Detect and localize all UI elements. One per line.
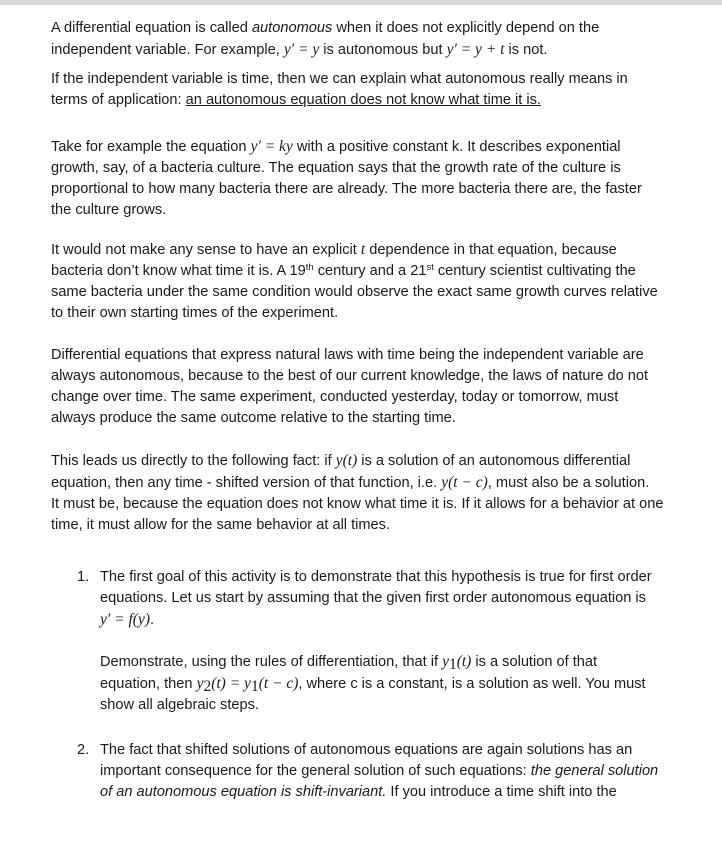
paragraph-bacteria-time: It would not make any sense to have an explicit t dependence in that equation, because bacteria don’t know what time it is. A 19th century and a 21st century scientist cultivating the same bacteria under the same condition would observe the exact same growth curves relative to their own starting times of the experiment. <box>51 241 658 321</box>
list-item-text: The first goal of this activity is to demonstrate that this hypothesis is true for first order equations. Let us start by assuming that the given first order autonomous equation is y′ = f(y). <box>100 569 652 628</box>
list-item-1-instructions: Demonstrate, using the rules of differentiation, that if $y_1(t)$ is a solution of that equation, then $y_2(t) = y_1(t - c)$, where c is a constant, is a solution as well. You must show all algebraic steps. <box>100 653 646 713</box>
list-number: 2. <box>77 742 90 758</box>
underlined-key-statement: an autonomous equation does not know what time it is. <box>185 92 541 108</box>
paragraph-natural-laws: Differential equations that express natural laws with time being the independent variable are always autonomous, because to the best of our current knowledge, the laws of nature do not change over time. The same experiment, conducted yesterday, today or tomorrow, must always produce the same outcome relative to the starting time. <box>51 347 649 426</box>
paragraph-autonomous-definition: A differential equation is called autonomous when it does not explicitly depend on the independent variable. For example, y′ = y is autonomous but y′ = y + t is not. <box>51 20 600 58</box>
list-number: 1. <box>77 569 90 585</box>
paragraph-shifted-solution-fact: This leads us directly to the following fact: if y(t) is a solution of an autonomous differential equation, then any time - shifted version of that function, i.e. y(t − c), must also be a solution. It must be, because the equation does not know what time it is. If it allows for a behavior at one time, it must allow for the same behavior at all times. <box>51 452 664 533</box>
emphasis-general-solution: the general solution <box>530 763 659 779</box>
emphasis-shift-invariant: of an autonomous equation is shift-invariant. <box>100 784 387 800</box>
math-first-order-equation: y′ = f(y) <box>100 611 150 628</box>
math-solution-y-t: y(t) <box>335 452 358 469</box>
list-item-text: The fact that shifted solutions of autonomous equations are again solutions has an important consequence for the general solution of such equations: the general solution of an autonomous equation is shift-invariant. If you introduce a time shift into the <box>100 742 659 800</box>
list-item-1 <box>77 567 677 630</box>
term-autonomous: autonomous <box>251 20 333 36</box>
paragraph-time-meaning: If the independent variable is time, then we can explain what autonomous really means in terms of application: an autonomous equation does not know what time it is. <box>51 71 628 108</box>
math-shifted-solution: y(t − c) <box>441 474 488 491</box>
math-exponential-equation: y′ = ky <box>250 138 293 155</box>
math-example-autonomous: y′ = y <box>283 41 320 58</box>
math-variable-t: t <box>360 241 366 258</box>
list-item-2 <box>77 740 677 803</box>
math-example-nonautonomous: y′ = y + t <box>446 41 505 58</box>
document-page <box>0 5 722 858</box>
paragraph-exponential-growth: Take for example the equation y′ = ky with a positive constant k. It describes exponential growth, say, of a bacteria culture. The equation says that the growth rate of the culture is proportional to how many bacteria there are already. The more bacteria there are, the faster the culture grows. <box>51 138 642 218</box>
